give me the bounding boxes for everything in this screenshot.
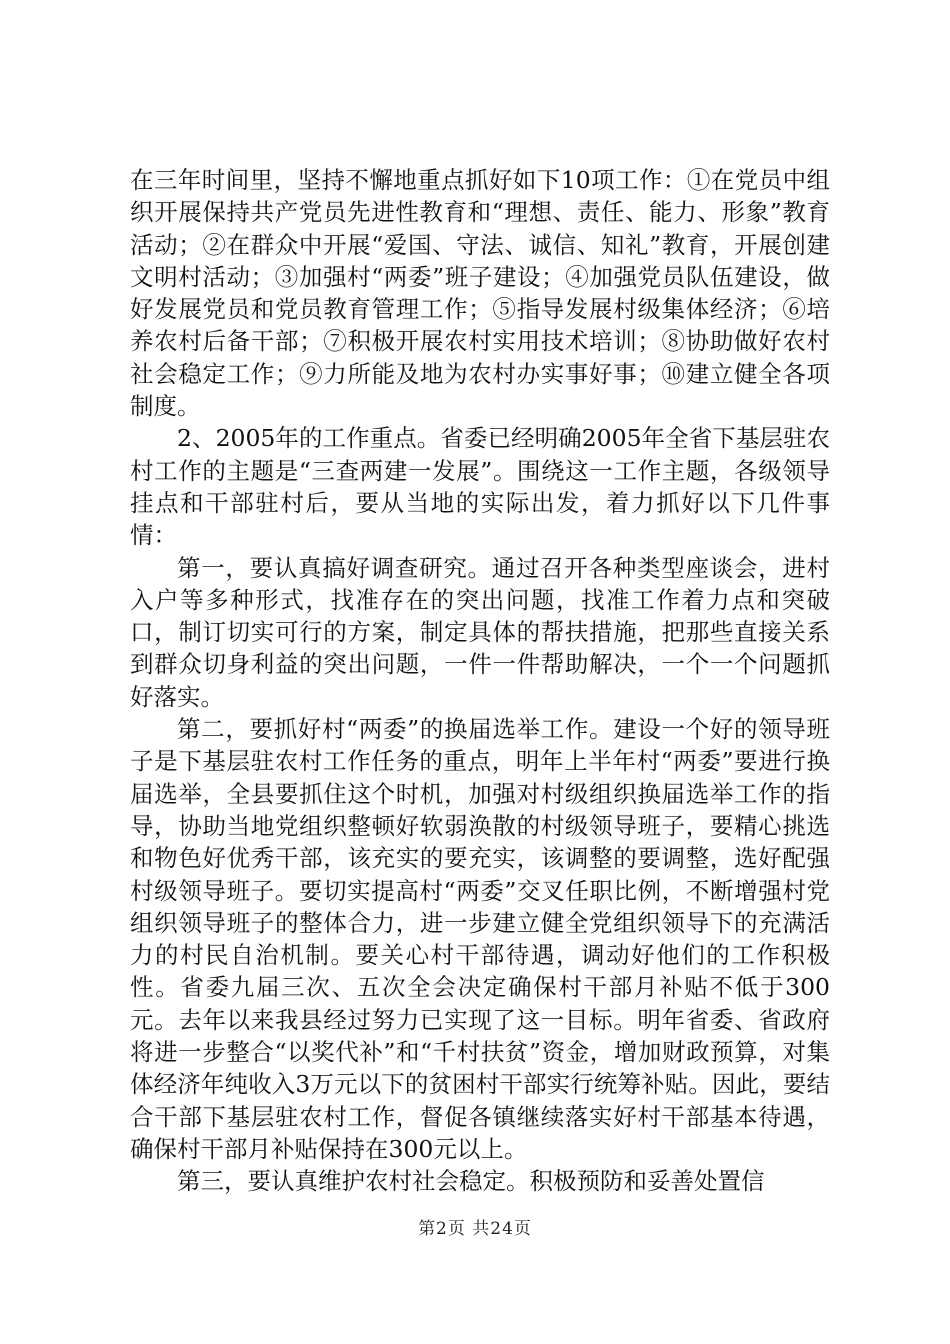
paragraph-first-research: 第一，要认真搞好调查研究。通过召开各种类型座谈会，进村入户等多种形式，找准存在的突出问题，找准工作着力点和突破口，制订切实可行的方案，制定具体的帮扶措施，把那些直接关系到群众切身利益的突出问题，一件一件帮助解决，一个一个问题抓好落实。 <box>130 553 830 711</box>
document-body <box>130 164 830 1198</box>
paragraph-2005-focus: 2、2005年的工作重点。省委已经明确2005年全省下基层驻农村工作的主题是“三查两建一发展”。围绕这一工作主题，各级领导挂点和干部驻村后，要从当地的实际出发，着力抓好以下几件事情： <box>130 424 830 550</box>
paragraph-third-stability: 第三，要认真维护农村社会稳定。积极预防和妥善处置信 <box>177 1167 765 1196</box>
page-number-footer: 第2页 共24页 <box>418 1219 532 1239</box>
paragraph-second-election: 第二，要抓好村“两委”的换届选举工作。建设一个好的领导班子是下基层驻农村工作任务的重点，明年上半年村“两委”要进行换届选举，全县要抓住这个时机，加强对村级组织换届选举工作的指导，协助当地党组织整顿好软弱涣散的村级领导班子，要精心挑选和物色好优秀干部，该充实的要充实，该调整的要调整，选好配强村级领导班子。要切实提高村“两委”交叉任职比例，不断增强村党组织领导班子的整体合力，进一步建立健全党组织领导下的充满活力的村民自治机制。要关心村干部待遇，调动好他们的工作积极性。省委九届三次、五次全会决定确保村干部月补贴不低于300元。去年以来我县经过努力已实现了这一目标。明年省委、省政府将进一步整合“以奖代补”和“千村扶贫”资金，增加财政预算，对集体经济年纯收入3万元以下的贫困村干部实行统筹补贴。因此，要结合干部下基层驻农村工作，督促各镇继续落实好村干部基本待遇，确保村干部月补贴保持在300元以上。 <box>130 715 830 1163</box>
paragraph-ten-tasks: 在三年时间里，坚持不懈地重点抓好如下10项工作：①在党员中组织开展保持共产党员先进性教育和“理想、责任、能力、形象”教育活动；②在群众中开展“爱国、守法、诚信、知礼”教育，开展创建文明村活动；③加强村“两委”班子建设；④加强党员队伍建设，做好发展党员和党员教育管理工作；⑤指导发展村级集体经济；⑥培养农村后备干部；⑦积极开展农村实用技术培训；⑧协助做好农村社会稳定工作；⑨力所能及地为农村办实事好事；⑩建立健全各项制度。 <box>130 166 830 421</box>
